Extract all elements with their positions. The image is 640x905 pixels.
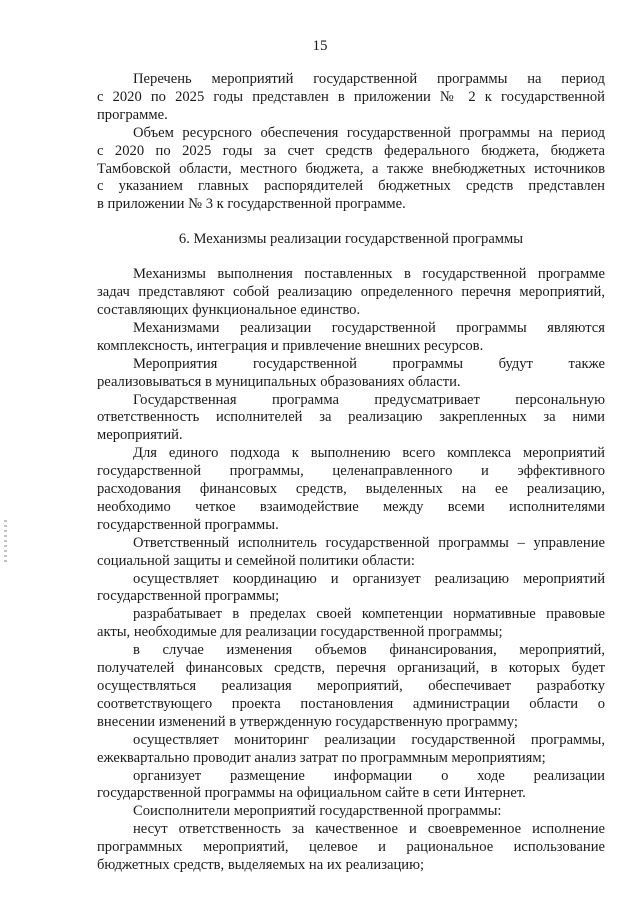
paragraph (97, 392, 605, 446)
paragraph (97, 535, 605, 571)
text-line: с 2020 по 2025 годы представлен в приложении № 2 к государственной (97, 88, 605, 105)
text-line: с указанием главных распорядителей бюджетных средств представлен (97, 178, 605, 195)
paragraph (97, 320, 605, 356)
page-number: 15 (312, 38, 328, 54)
text-line: реализовываться в муниципальных образованиях области. (97, 373, 461, 390)
text-line: осуществляет мониторинг реализации государственной программы, (133, 731, 605, 748)
text-line: Государственная программа предусматривает персональную (133, 391, 605, 408)
text-line: несут ответственность за качественное и своевременное исполнение (133, 821, 605, 838)
paragraph (97, 125, 605, 215)
text-line: ежеквартально проводит анализ затрат по программным мероприятиям; (97, 749, 546, 766)
text-line: Объем ресурсного обеспечения государственной программы на период (133, 124, 605, 141)
text-line: задач представляют собой реализацию определенного перечня мероприятий, (97, 284, 605, 301)
text-line: с 2020 по 2025 годы за счет средств федерального бюджета, бюджета (97, 142, 605, 159)
paragraph (97, 821, 605, 875)
text-line: в приложении № 3 к государственной программе. (97, 196, 406, 213)
text-line: осуществляться реализация мероприятий, обеспечивает разработку (97, 678, 605, 694)
scan-margin-mark (4, 520, 7, 562)
paragraph (97, 606, 605, 642)
text-line: осуществляет координацию и организует реализацию мероприятий (133, 570, 605, 587)
text-line: соответствующего проекта постановления администрации области о (97, 695, 605, 712)
text-line: бюджетных средств, выделяемых на их реализацию; (97, 857, 425, 874)
text-line: Для единого подхода к выполнению всего комплекса мероприятий (133, 445, 605, 462)
text-line: Механизмами реализации государственной программы являются (133, 319, 605, 336)
text-line: государственной программы, целенаправленного и эффективного (97, 463, 605, 480)
text-line: внесении изменений в утвержденную государственную программу; (97, 713, 518, 730)
paragraph (97, 356, 605, 392)
text-line: Механизмы выполнения поставленных в государственной программе (133, 266, 605, 283)
text-line: программных мероприятий, целевое и рациональное использование (97, 839, 605, 856)
text-line: получателей финансовых средств, перечня организаций, в которых будет (97, 660, 605, 677)
text-line: составляющих функциональное единство. (97, 301, 361, 318)
text-line: Соисполнители мероприятий государственной программы: (133, 803, 502, 820)
text-line: расходования финансовых средств, выделенных на ее реализацию, (97, 481, 605, 498)
section-5-tail (97, 71, 605, 214)
text-line: Мероприятия государственной программы будут также (133, 355, 605, 372)
paragraph (97, 266, 605, 320)
document-body (97, 71, 605, 875)
text-line: мероприятий. (97, 427, 183, 444)
paragraph (97, 803, 605, 821)
paragraph (97, 768, 605, 804)
text-line: государственной программы. (97, 516, 279, 533)
text-line: Перечень мероприятий государственной программы на период (133, 71, 605, 87)
text-line: Ответственный исполнитель государственной программы – управление (133, 534, 605, 551)
paragraph (97, 732, 605, 768)
text-line: акты, необходимые для реализации государственной программы; (97, 624, 503, 641)
text-line: Тамбовской области, местного бюджета, а также внебюджетных источников (97, 160, 605, 177)
section-6-body (97, 266, 605, 875)
text-line: комплексность, интеграция и привлечение внешних ресурсов. (97, 337, 484, 354)
paragraph (97, 571, 605, 607)
text-line: государственной программы на официальном сайте в сети Интернет. (97, 785, 526, 802)
text-line: организует размещение информации о ходе реализации (133, 767, 605, 784)
text-line: государственной программы; (97, 588, 280, 605)
text-line: необходимо четкое взаимодействие между всеми исполнителями (97, 498, 605, 515)
text-line: программе. (97, 106, 168, 123)
text-line: ответственность исполнителей за реализацию закрепленных за ними (97, 409, 605, 426)
paragraph (97, 71, 605, 125)
text-line: разрабатывает в пределах своей компетенции нормативные правовые (133, 606, 605, 623)
paragraph (97, 642, 605, 732)
text-line: в случае изменения объемов финансирования, мероприятий, (133, 642, 605, 659)
section-heading: 6. Механизмы реализации государственной программы (178, 231, 524, 248)
text-line: социальной защиты и семейной политики области: (97, 552, 415, 569)
paragraph (97, 445, 605, 535)
